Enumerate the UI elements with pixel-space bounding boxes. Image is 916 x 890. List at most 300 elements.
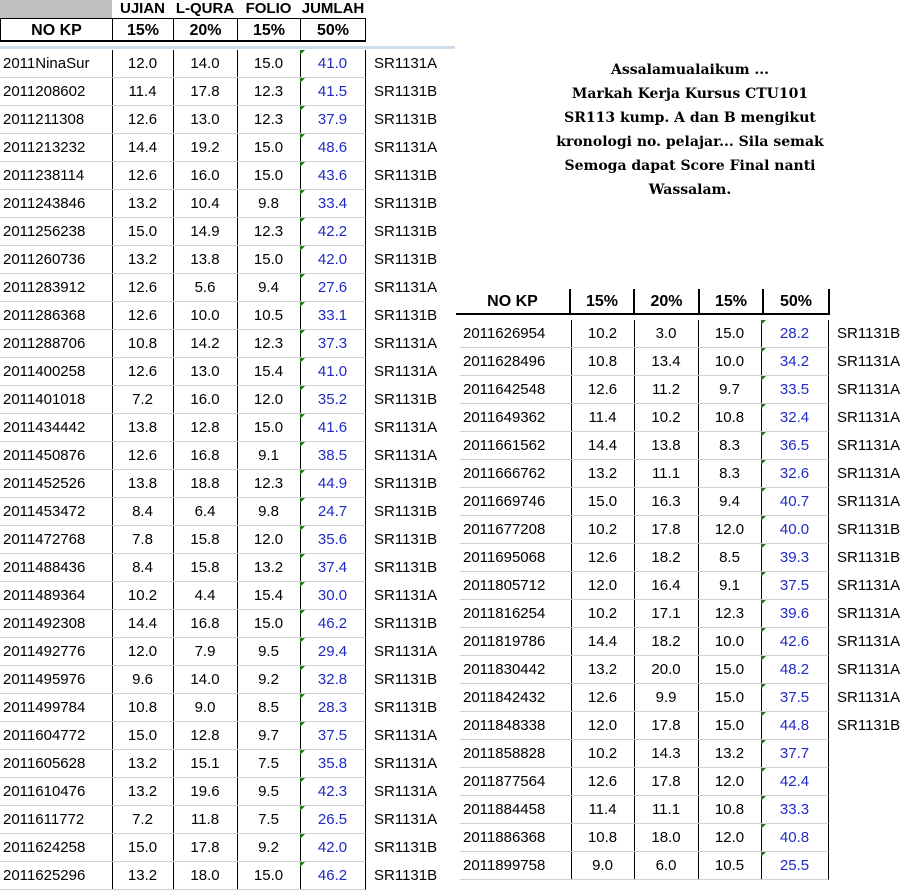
table-row [460, 600, 916, 628]
total-cell: 38.5 [300, 442, 366, 470]
ujian-cell: 14.4 [571, 432, 635, 460]
total-cell: 28.2 [761, 320, 829, 348]
ujian-cell: 10.2 [112, 582, 174, 610]
total-cell: 37.4 [300, 554, 366, 582]
folio-cell: 9.2 [237, 834, 301, 862]
total-cell: 36.5 [761, 432, 829, 460]
total-cell: 42.0 [300, 834, 366, 862]
group-cell: SR1131A [837, 633, 901, 650]
student-id-cell: 2011288706 [0, 330, 113, 358]
ujian-cell: 13.2 [571, 460, 635, 488]
table-row [0, 162, 460, 190]
table-row [0, 582, 460, 610]
total-cell: 33.1 [300, 302, 366, 330]
folio-cell: 12.3 [237, 106, 301, 134]
group-cell: SR1131A [837, 493, 901, 510]
table-row [0, 442, 460, 470]
lquran-cell: 4.4 [173, 582, 238, 610]
ujian-cell: 13.2 [112, 750, 174, 778]
total-cell: 48.6 [300, 134, 366, 162]
ujian-cell: 15.0 [112, 834, 174, 862]
lquran-cell: 18.2 [634, 544, 699, 572]
group-cell: SR1131B [374, 307, 438, 324]
lquran-cell: 20.0 [634, 656, 699, 684]
group-cell: SR1131B [374, 615, 438, 632]
total-cell: 27.6 [300, 274, 366, 302]
lquran-cell: 16.8 [173, 610, 238, 638]
total-cell: 41.5 [300, 78, 366, 106]
lquran-cell: 14.9 [173, 218, 238, 246]
folio-cell: 12.0 [698, 516, 762, 544]
table-row [460, 740, 916, 768]
ujian-cell: 11.4 [571, 796, 635, 824]
group-cell: SR1131B [374, 167, 438, 184]
group-cell: SR1131A [837, 353, 901, 370]
ujian-cell: 10.8 [112, 694, 174, 722]
student-id-cell: 2011842432 [460, 684, 572, 712]
total-cell: 33.4 [300, 190, 366, 218]
student-id-cell: 2011243846 [0, 190, 113, 218]
ujian-cell: 7.2 [112, 806, 174, 834]
student-id-cell: 2011884458 [460, 796, 572, 824]
lquran-cell: 16.3 [634, 488, 699, 516]
student-id-cell: 2011877564 [460, 768, 572, 796]
student-id-cell: 2011899758 [460, 852, 572, 880]
group-cell: SR1131A [837, 409, 901, 426]
total-cell: 37.5 [300, 722, 366, 750]
folio-cell: 8.3 [698, 432, 762, 460]
total-cell: 41.6 [300, 414, 366, 442]
table-row [460, 768, 916, 796]
student-id-cell: 2011492776 [0, 638, 113, 666]
lquran-cell: 9.9 [634, 684, 699, 712]
folio-cell: 12.3 [237, 218, 301, 246]
student-id-cell: 2011283912 [0, 274, 113, 302]
lquran-cell: 10.4 [173, 190, 238, 218]
header-pct-ujian: 15% [571, 289, 635, 315]
folio-cell: 10.5 [237, 302, 301, 330]
student-id-cell: 2011238114 [0, 162, 113, 190]
student-id-cell: 2011666762 [460, 460, 572, 488]
lquran-cell: 11.1 [634, 796, 699, 824]
lquran-cell: 17.1 [634, 600, 699, 628]
group-cell: SR1131B [374, 195, 438, 212]
table-row [0, 834, 460, 862]
lquran-cell: 18.0 [173, 862, 238, 890]
student-id-cell: 2011628496 [460, 348, 572, 376]
lquran-cell: 12.8 [173, 722, 238, 750]
folio-cell: 12.3 [237, 330, 301, 358]
group-cell: SR1131B [374, 83, 438, 100]
folio-cell: 9.2 [237, 666, 301, 694]
folio-cell: 9.5 [237, 638, 301, 666]
folio-cell: 10.5 [698, 852, 762, 880]
total-cell: 42.6 [761, 628, 829, 656]
table-row [0, 862, 460, 890]
message-line: SR113 kump. A dan B mengikut [564, 110, 816, 126]
total-cell: 42.2 [300, 218, 366, 246]
group-cell: SR1131B [837, 521, 901, 538]
table-row [460, 628, 916, 656]
student-id-cell: 2011NinaSur [0, 50, 113, 78]
student-id-cell: 2011886368 [460, 824, 572, 852]
student-id-cell: 2011695068 [460, 544, 572, 572]
ujian-cell: 12.6 [571, 768, 635, 796]
total-cell: 29.4 [300, 638, 366, 666]
ujian-cell: 12.6 [112, 302, 174, 330]
table-row [0, 806, 460, 834]
lquran-cell: 11.1 [634, 460, 699, 488]
table-row [0, 722, 460, 750]
folio-cell: 12.3 [237, 470, 301, 498]
folio-cell: 9.4 [237, 274, 301, 302]
student-id-cell: 2011256238 [0, 218, 113, 246]
folio-cell: 9.4 [698, 488, 762, 516]
ujian-cell: 12.0 [112, 638, 174, 666]
total-cell: 44.9 [300, 470, 366, 498]
folio-cell: 15.0 [237, 50, 301, 78]
ujian-cell: 14.4 [571, 628, 635, 656]
total-cell: 43.6 [300, 162, 366, 190]
lquran-cell: 15.8 [173, 526, 238, 554]
folio-cell: 12.3 [237, 78, 301, 106]
ujian-cell: 10.2 [571, 516, 635, 544]
table-row [0, 470, 460, 498]
total-cell: 26.5 [300, 806, 366, 834]
total-cell: 41.0 [300, 358, 366, 386]
lquran-cell: 15.8 [173, 554, 238, 582]
table-row [0, 330, 460, 358]
ujian-cell: 12.6 [571, 684, 635, 712]
total-cell: 30.0 [300, 582, 366, 610]
folio-cell: 8.3 [698, 460, 762, 488]
group-cell: SR1131A [374, 55, 438, 72]
folio-cell: 15.0 [237, 134, 301, 162]
group-cell: SR1131A [374, 643, 438, 660]
ujian-cell: 14.4 [112, 134, 174, 162]
lquran-cell: 7.9 [173, 638, 238, 666]
lquran-cell: 13.4 [634, 348, 699, 376]
total-cell: 42.4 [761, 768, 829, 796]
lquran-cell: 17.8 [634, 712, 699, 740]
total-cell: 32.6 [761, 460, 829, 488]
header-pct-folio: 15% [700, 289, 764, 315]
lquran-cell: 10.0 [173, 302, 238, 330]
header-pct-lquran: 20% [173, 18, 238, 42]
student-id-cell: 2011453472 [0, 498, 113, 526]
total-cell: 34.2 [761, 348, 829, 376]
student-id-cell: 2011816254 [460, 600, 572, 628]
lquran-cell: 17.8 [634, 768, 699, 796]
header-blank-cell [0, 0, 112, 18]
ujian-cell: 12.0 [571, 572, 635, 600]
folio-cell: 12.0 [237, 386, 301, 414]
total-cell: 35.6 [300, 526, 366, 554]
group-cell: SR1131A [837, 661, 901, 678]
group-cell: SR1131A [374, 727, 438, 744]
table-row [0, 190, 460, 218]
ujian-cell: 10.2 [571, 600, 635, 628]
group-cell [829, 824, 916, 852]
folio-cell: 9.1 [237, 442, 301, 470]
student-id-cell: 2011211308 [0, 106, 113, 134]
ujian-cell: 13.2 [112, 190, 174, 218]
total-cell: 35.8 [300, 750, 366, 778]
group-cell: SR1131B [374, 531, 438, 548]
ujian-cell: 12.6 [112, 442, 174, 470]
table-row [0, 554, 460, 582]
total-cell: 33.5 [761, 376, 829, 404]
announcement-message [540, 58, 840, 202]
lquran-cell: 11.2 [634, 376, 699, 404]
student-id-cell: 2011213232 [0, 134, 113, 162]
total-cell: 40.7 [761, 488, 829, 516]
total-cell: 48.2 [761, 656, 829, 684]
ujian-cell: 12.0 [112, 50, 174, 78]
table-row [460, 460, 916, 488]
ujian-cell: 10.8 [571, 348, 635, 376]
group-cell [829, 740, 916, 768]
ujian-cell: 15.0 [571, 488, 635, 516]
table-row [0, 498, 460, 526]
ujian-cell: 12.6 [571, 544, 635, 572]
lquran-cell: 3.0 [634, 320, 699, 348]
table-row [460, 376, 916, 404]
table-row [460, 516, 916, 544]
header-lquran: L-QURA [173, 0, 237, 18]
table-row [460, 852, 916, 880]
student-id-cell: 2011434442 [0, 414, 113, 442]
table-row [0, 358, 460, 386]
table-row [460, 348, 916, 376]
total-cell: 32.4 [761, 404, 829, 432]
total-cell: 40.0 [761, 516, 829, 544]
lquran-cell: 17.8 [173, 78, 238, 106]
total-cell: 46.2 [300, 610, 366, 638]
group-cell: SR1131B [837, 717, 901, 734]
ujian-cell: 13.2 [571, 656, 635, 684]
lquran-cell: 18.0 [634, 824, 699, 852]
group-cell [829, 796, 916, 824]
folio-cell: 9.8 [237, 190, 301, 218]
folio-cell: 9.5 [237, 778, 301, 806]
ujian-cell: 11.4 [112, 78, 174, 106]
ujian-cell: 8.4 [112, 554, 174, 582]
message-line: kronologi no. pelajar... Sila semak [556, 134, 824, 150]
folio-cell: 15.0 [698, 712, 762, 740]
total-cell: 37.7 [761, 740, 829, 768]
total-cell: 32.8 [300, 666, 366, 694]
folio-cell: 9.1 [698, 572, 762, 600]
folio-cell: 15.0 [237, 246, 301, 274]
header-no-kp: NO KP [456, 289, 571, 315]
lquran-cell: 14.0 [173, 666, 238, 694]
folio-cell: 9.7 [698, 376, 762, 404]
table-row [0, 610, 460, 638]
header-folio: FOLIO [237, 0, 300, 18]
folio-cell: 7.5 [237, 806, 301, 834]
lquran-cell: 15.1 [173, 750, 238, 778]
table-row [0, 302, 460, 330]
total-cell: 39.3 [761, 544, 829, 572]
table-row [460, 796, 916, 824]
lquran-cell: 14.3 [634, 740, 699, 768]
group-cell: SR1131A [837, 381, 901, 398]
ujian-cell: 13.2 [112, 778, 174, 806]
ujian-cell: 12.6 [112, 358, 174, 386]
lquran-cell: 6.0 [634, 852, 699, 880]
student-id-cell: 2011626954 [460, 320, 572, 348]
student-id-cell: 2011805712 [460, 572, 572, 600]
student-id-cell: 2011450876 [0, 442, 113, 470]
table-row [0, 526, 460, 554]
folio-cell: 15.0 [698, 684, 762, 712]
ujian-cell: 11.4 [571, 404, 635, 432]
folio-cell: 8.5 [237, 694, 301, 722]
ujian-cell: 9.0 [571, 852, 635, 880]
group-cell: SR1131A [837, 437, 901, 454]
group-cell: SR1131A [837, 689, 901, 706]
header-pct-ujian: 15% [112, 18, 174, 42]
table-row [460, 712, 916, 740]
total-cell: 37.5 [761, 684, 829, 712]
student-id-cell: 2011604772 [0, 722, 113, 750]
ujian-cell: 7.8 [112, 526, 174, 554]
message-line: Assalamualaikum ... [610, 62, 770, 78]
group-cell: SR1131B [374, 867, 438, 884]
table-row [0, 78, 460, 106]
group-cell: SR1131B [374, 839, 438, 856]
header-ujian: UJIAN [112, 0, 173, 18]
total-cell: 46.2 [300, 862, 366, 890]
group-cell: SR1131B [374, 671, 438, 688]
table-row [460, 656, 916, 684]
folio-cell: 13.2 [698, 740, 762, 768]
student-id-cell: 2011848338 [460, 712, 572, 740]
folio-cell: 7.5 [237, 750, 301, 778]
lquran-cell: 18.2 [634, 628, 699, 656]
total-cell: 25.5 [761, 852, 829, 880]
ujian-cell: 12.6 [571, 376, 635, 404]
ujian-cell: 12.6 [112, 162, 174, 190]
lquran-cell: 5.6 [173, 274, 238, 302]
student-id-cell: 2011661562 [460, 432, 572, 460]
folio-cell: 10.0 [698, 348, 762, 376]
lquran-cell: 9.0 [173, 694, 238, 722]
ujian-cell: 15.0 [112, 218, 174, 246]
student-id-cell: 2011472768 [0, 526, 113, 554]
folio-cell: 13.2 [237, 554, 301, 582]
lquran-cell: 10.2 [634, 404, 699, 432]
table-row [460, 488, 916, 516]
lquran-cell: 6.4 [173, 498, 238, 526]
total-cell: 40.8 [761, 824, 829, 852]
student-id-cell: 2011610476 [0, 778, 113, 806]
student-id-cell: 2011499784 [0, 694, 113, 722]
student-id-cell: 2011400258 [0, 358, 113, 386]
folio-cell: 12.0 [698, 768, 762, 796]
header-jumlah: JUMLAH [301, 0, 365, 17]
table-row [0, 778, 460, 806]
folio-cell: 12.0 [698, 824, 762, 852]
ujian-cell: 10.8 [571, 824, 635, 852]
lquran-cell: 13.0 [173, 106, 238, 134]
ujian-cell: 10.8 [112, 330, 174, 358]
ujian-cell: 13.8 [112, 470, 174, 498]
folio-cell: 15.0 [237, 414, 301, 442]
table-row [460, 572, 916, 600]
header-pct-lquran: 20% [635, 289, 700, 315]
message-line: Wassalam. [648, 182, 732, 198]
folio-cell: 10.0 [698, 628, 762, 656]
group-cell: SR1131B [374, 503, 438, 520]
student-id-cell: 2011625296 [0, 862, 113, 890]
lquran-cell: 16.0 [173, 386, 238, 414]
group-cell: SR1131B [374, 559, 438, 576]
group-cell: SR1131B [374, 699, 438, 716]
total-cell: 24.7 [300, 498, 366, 526]
table-row [0, 694, 460, 722]
total-cell: 28.3 [300, 694, 366, 722]
table-row [0, 638, 460, 666]
lquran-cell: 13.8 [634, 432, 699, 460]
group-cell: SR1131A [374, 783, 438, 800]
student-id-cell: 2011452526 [0, 470, 113, 498]
ujian-cell: 8.4 [112, 498, 174, 526]
table-row [460, 432, 916, 460]
total-cell: 44.8 [761, 712, 829, 740]
ujian-cell: 12.0 [571, 712, 635, 740]
student-id-cell: 2011208602 [0, 78, 113, 106]
lquran-cell: 19.6 [173, 778, 238, 806]
lquran-cell: 12.8 [173, 414, 238, 442]
folio-cell: 8.5 [698, 544, 762, 572]
ujian-cell: 7.2 [112, 386, 174, 414]
student-id-cell: 2011649362 [460, 404, 572, 432]
table-row [460, 404, 916, 432]
group-cell: SR1131B [374, 251, 438, 268]
table-row [0, 386, 460, 414]
student-id-cell: 2011830442 [460, 656, 572, 684]
folio-cell: 15.4 [237, 582, 301, 610]
table-row [0, 666, 460, 694]
table-row [0, 218, 460, 246]
group-cell: SR1131A [374, 447, 438, 464]
header-pct-folio: 15% [237, 18, 301, 42]
right-table-header [456, 289, 832, 317]
folio-cell: 15.0 [237, 862, 301, 890]
total-cell: 35.2 [300, 386, 366, 414]
group-cell: SR1131A [374, 363, 438, 380]
lquran-cell: 17.8 [634, 516, 699, 544]
folio-cell: 9.8 [237, 498, 301, 526]
group-cell: SR1131A [374, 279, 438, 296]
ujian-cell: 10.2 [571, 740, 635, 768]
ujian-cell: 14.4 [112, 610, 174, 638]
table-row [460, 320, 916, 348]
total-cell: 37.9 [300, 106, 366, 134]
group-cell: SR1131B [374, 223, 438, 240]
folio-cell: 10.8 [698, 404, 762, 432]
table-row [0, 414, 460, 442]
group-cell: SR1131B [837, 549, 901, 566]
ujian-cell: 15.0 [112, 722, 174, 750]
student-id-cell: 2011677208 [460, 516, 572, 544]
folio-cell: 15.0 [237, 610, 301, 638]
ujian-cell: 12.6 [112, 274, 174, 302]
student-id-cell: 2011605628 [0, 750, 113, 778]
student-id-cell: 2011624258 [0, 834, 113, 862]
